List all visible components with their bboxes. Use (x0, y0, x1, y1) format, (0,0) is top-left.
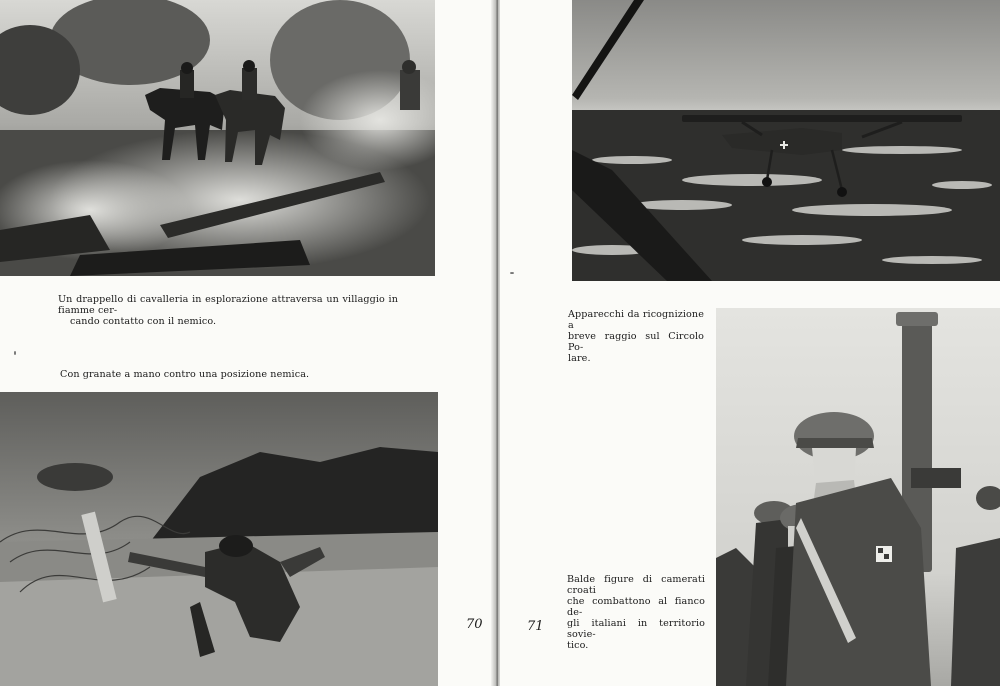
caption-grenades: Con granate a mano contro una posizione nemica. (60, 369, 310, 380)
caption-croats-line4: tico. (567, 640, 589, 651)
right-page (500, 0, 1000, 686)
caption-croats (567, 574, 705, 651)
caption-cavalry-line1: Un drappello di cavalleria in esplorazione attraversa un villaggio in fiamme cer- (58, 294, 398, 316)
page-number-right: 71 (527, 619, 544, 634)
print-speck (510, 272, 514, 274)
photo-grenade-assault (0, 392, 438, 686)
caption-aircraft (568, 309, 704, 364)
caption-cavalry-line2: cando contatto con il nemico. (70, 316, 217, 327)
photo-cavalry-burning-village (0, 0, 435, 276)
caption-croats-line2: che combattono al fianco de- (567, 596, 705, 618)
left-page (0, 0, 497, 686)
caption-aircraft-line2: breve raggio sul Circolo Po- (568, 331, 704, 353)
page-number-left: 70 (466, 617, 483, 632)
photo-reconnaissance-aircraft (572, 0, 1000, 281)
caption-aircraft-line3: lare. (568, 353, 591, 364)
print-speck (14, 351, 16, 355)
caption-aircraft-line1: Apparecchi da ricognizione a (568, 309, 704, 331)
caption-croats-line1: Balde figure di camerati croati (567, 574, 705, 596)
caption-croats-line3: gli italiani in territorio sovie- (567, 618, 705, 640)
caption-cavalry (58, 294, 398, 327)
photo-croatian-soldiers (716, 308, 1000, 686)
